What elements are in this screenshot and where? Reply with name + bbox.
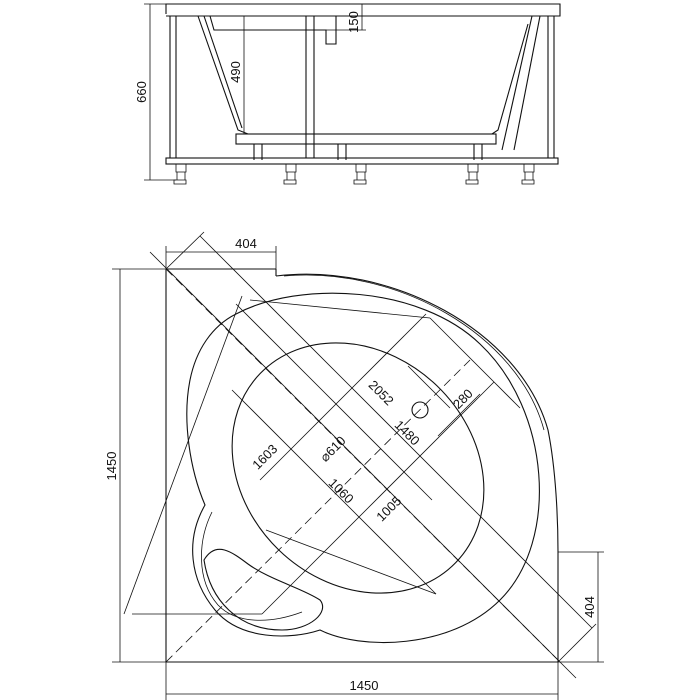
side-feet: [174, 164, 534, 184]
dim-2052-ext-a: [166, 232, 204, 269]
dim-1450-horizontal-label: 1450: [349, 678, 379, 693]
side-bottom-frame: [166, 158, 558, 164]
dim-1450-vertical-label: 1450: [104, 451, 119, 481]
dim-404-right-label: 404: [582, 596, 597, 618]
dim-1480-ext: [260, 314, 426, 480]
side-tub-step: [210, 16, 336, 44]
dim-280-label: 280: [449, 385, 476, 412]
dim-2052-ext-b: [558, 624, 596, 662]
dim-1603-line: [124, 296, 242, 614]
dim-280-ext: [430, 318, 520, 408]
side-tub-body: [198, 16, 528, 134]
dim-490-label: 490: [228, 61, 243, 83]
dim-1480-label: 1480: [391, 417, 423, 449]
plan-outer-arc-inner: [284, 275, 544, 430]
dim-2052-label: 2052: [365, 377, 397, 409]
dim-1060-label: 1060: [325, 475, 357, 507]
dim-610-label: ⌀610: [317, 433, 349, 465]
dim-404-top-label: 404: [235, 236, 257, 251]
dim-280-line: [408, 366, 450, 408]
dim-150-label: 150: [346, 11, 361, 33]
side-rim: [166, 4, 560, 16]
side-base-plate: [236, 134, 496, 144]
dim-1603-ext-a: [236, 304, 432, 500]
dim-1060-line: [262, 382, 494, 614]
dim-660-label: 660: [134, 81, 149, 103]
dim-1005-label: 1005: [373, 493, 405, 525]
plan-view: [112, 232, 604, 700]
dim-1603-label: 1603: [249, 441, 281, 473]
plan-inner-oval: [181, 292, 535, 645]
plan-seat-bowl: [204, 549, 323, 630]
